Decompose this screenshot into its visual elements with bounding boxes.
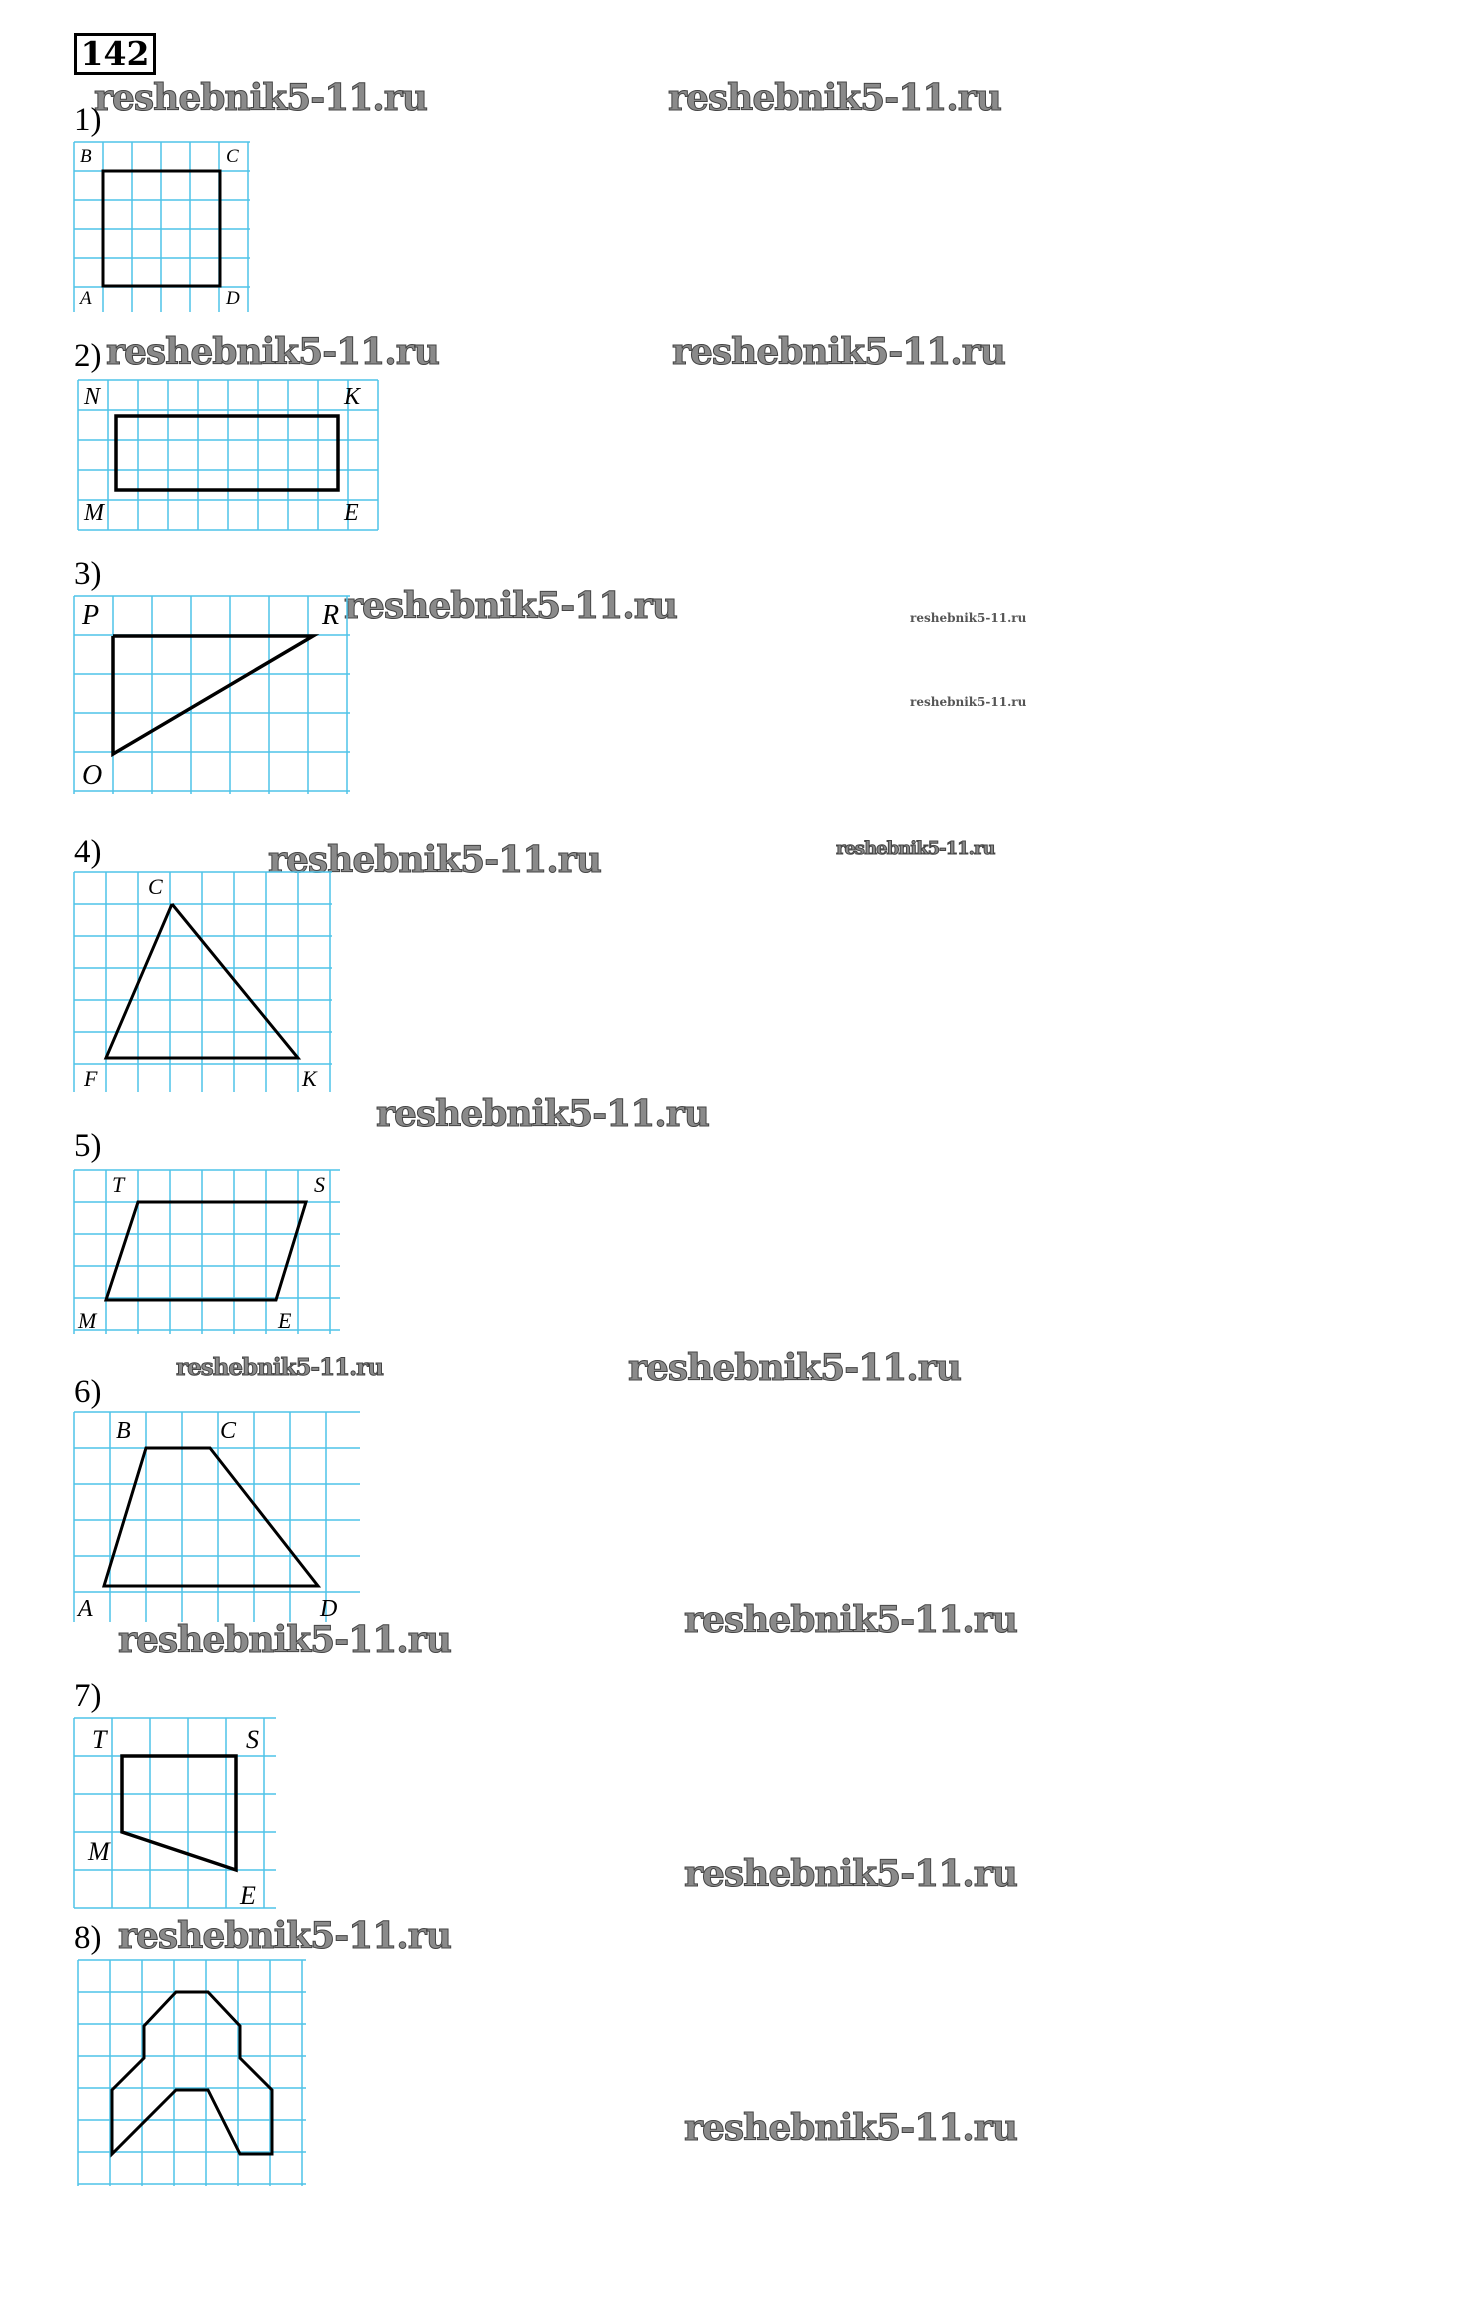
vertex-label: K (344, 384, 361, 410)
figure-label: 5) (74, 1128, 102, 1164)
vertex-label: D (320, 1596, 338, 1622)
watermark: reshebnik5-11.ru (684, 1599, 1017, 1641)
figure-1 (74, 142, 254, 314)
figure-7 (74, 1718, 278, 1910)
vertex-label: C (148, 874, 163, 899)
vertex-label: S (314, 1172, 325, 1197)
figure-label: 3) (74, 556, 102, 592)
figure-label: 4) (74, 834, 102, 870)
vertex-label: E (278, 1308, 292, 1333)
figure-5 (74, 1170, 342, 1336)
vertex-label: M (88, 1837, 110, 1866)
watermark: reshebnik5-11.ru (118, 1915, 451, 1957)
vertex-label: T (92, 1725, 107, 1754)
watermark: reshebnik5-11.ru (684, 1853, 1017, 1895)
vertex-label: R (322, 600, 340, 631)
watermark: reshebnik5-11.ru (344, 585, 677, 627)
watermark: reshebnik5-11.ru (672, 331, 1005, 373)
watermark: reshebnik5-11.ru (684, 2107, 1017, 2149)
watermark: reshebnik5-11.ru (176, 1354, 383, 1381)
figure-8 (78, 1960, 308, 2188)
figure-3 (74, 596, 354, 796)
watermark: reshebnik5-11.ru (910, 695, 1027, 709)
vertex-label: B (116, 1418, 131, 1444)
vertex-label: K (302, 1066, 317, 1091)
vertex-label: T (112, 1172, 125, 1197)
vertex-label: O (82, 760, 103, 791)
vertex-label: E (344, 500, 359, 526)
figure-label: 8) (74, 1920, 102, 1956)
vertex-label: F (84, 1066, 98, 1091)
vertex-label: S (246, 1725, 259, 1754)
watermark: reshebnik5-11.ru (376, 1093, 709, 1135)
figure-label: 6) (74, 1374, 102, 1410)
watermark: reshebnik5-11.ru (94, 77, 427, 119)
vertex-label: E (240, 1881, 256, 1910)
watermark: reshebnik5-11.ru (836, 838, 995, 859)
vertex-label: P (82, 600, 100, 631)
figure-label: 7) (74, 1678, 102, 1714)
vertex-label: N (84, 384, 101, 410)
vertex-label: D (226, 288, 240, 309)
vertex-label: M (84, 500, 104, 526)
watermark: reshebnik5-11.ru (668, 77, 1001, 119)
watermark: reshebnik5-11.ru (118, 1619, 451, 1661)
figure-2 (78, 380, 378, 532)
vertex-label: C (220, 1418, 237, 1444)
vertex-label: A (80, 288, 92, 309)
figure-6 (74, 1412, 362, 1624)
vertex-label: M (78, 1308, 97, 1333)
vertex-label: A (78, 1596, 93, 1622)
figure-label: 1) (74, 102, 102, 138)
figure-4 (74, 872, 334, 1094)
watermark: reshebnik5-11.ru (106, 331, 439, 373)
watermark: reshebnik5-11.ru (910, 611, 1027, 625)
problem-number: 142 (74, 33, 156, 75)
figure-label: 2) (74, 338, 102, 374)
watermark: reshebnik5-11.ru (628, 1347, 961, 1389)
vertex-label: B (80, 146, 92, 167)
vertex-label: C (226, 146, 239, 167)
watermark: reshebnik5-11.ru (268, 839, 601, 881)
